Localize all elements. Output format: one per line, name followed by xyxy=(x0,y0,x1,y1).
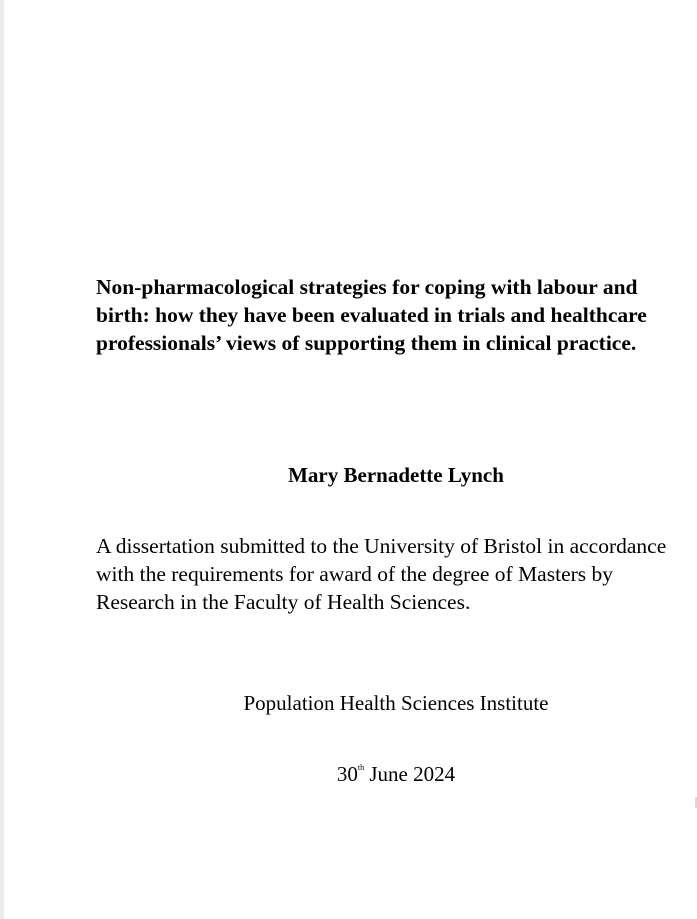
submission-statement: A dissertation submitted to the University of Bristol in accordance with the requirements for award of the degree of Masters by Research in the Faculty of Health Sciences. xyxy=(96,534,667,614)
institute-name: Population Health Sciences Institute xyxy=(243,691,549,715)
author-name: Mary Bernadette Lynch xyxy=(288,463,504,487)
date-day: 30 xyxy=(336,762,358,786)
date-month-year: June 2024 xyxy=(364,762,456,786)
date-ordinal-suffix: th xyxy=(357,763,365,772)
submission-date xyxy=(0,760,697,788)
dissertation-title: Non-pharmacological strategies for coping with labour and birth: how they have been evaluated in trials and healthcare professionals’ views of supporting them in clinical practice. xyxy=(96,275,647,355)
